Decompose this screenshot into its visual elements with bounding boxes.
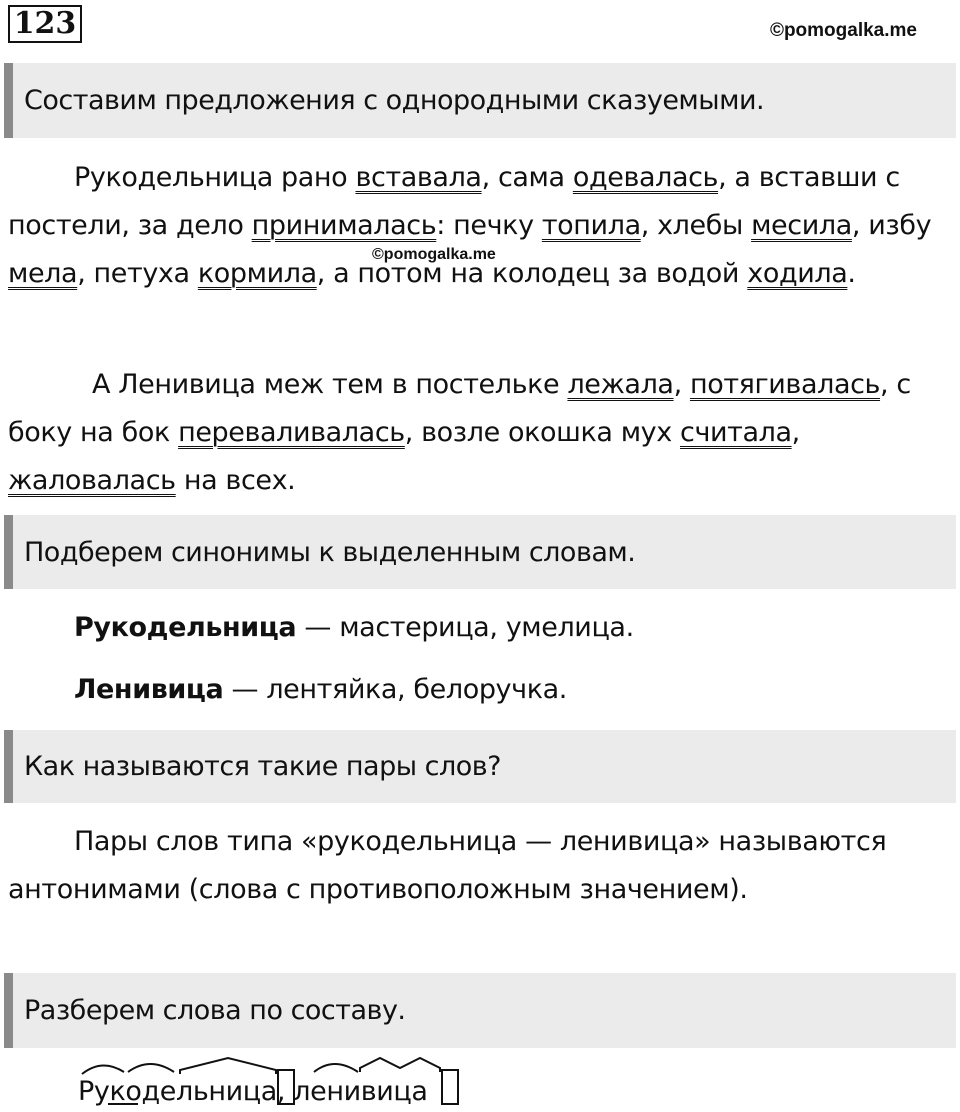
task3-answer: Пары слов типа «рукодельница — ленивица» называются антонимами (слова с противоположным значением). bbox=[8, 826, 887, 905]
suffix-mark bbox=[180, 1058, 276, 1074]
predicate-word: потягивалась bbox=[689, 369, 881, 400]
morph-ending: а bbox=[260, 1076, 277, 1107]
predicate-word: топила bbox=[541, 210, 641, 241]
text-segment: , хлебы bbox=[640, 210, 752, 241]
predicate-word: вставала bbox=[355, 162, 482, 193]
predicate-word: принималась bbox=[251, 210, 437, 241]
watermark: ©pomogalka.me bbox=[372, 246, 496, 263]
morph-word: ленивиц bbox=[293, 1076, 412, 1107]
synonym-row bbox=[74, 674, 567, 705]
morpheme-analysis bbox=[78, 1052, 498, 1112]
text-segment: . bbox=[847, 258, 856, 289]
svg-text:Рукодельница, ленивица bbox=[78, 1076, 428, 1107]
predicate-word: лежала bbox=[567, 369, 674, 400]
text-segment: , возле окошка мух bbox=[404, 417, 680, 448]
brand-label: ©pomogalka.me bbox=[769, 20, 917, 41]
ending-box bbox=[442, 1070, 458, 1104]
text-segment: , а вставши с постели, за дело bbox=[8, 162, 900, 241]
suffix-mark bbox=[360, 1058, 440, 1072]
predicate-word: одевалась bbox=[572, 162, 719, 193]
text-segment: А Ленивица меж тем в постельке bbox=[92, 369, 568, 400]
synonym-word: Рукодельница bbox=[74, 612, 297, 643]
task1-prompt: Составим предложения с однородными сказуемыми. bbox=[4, 63, 956, 138]
task3-prompt: Как называются такие пары слов? bbox=[4, 730, 956, 803]
root-arc bbox=[82, 1065, 124, 1074]
morph-separator: , bbox=[276, 1076, 294, 1107]
text-segment: , петуха bbox=[77, 258, 198, 289]
task2-prompt: Подберем синонимы к выделенным словам. bbox=[4, 515, 956, 589]
task1-paragraph-2 bbox=[8, 361, 948, 505]
predicate-word: месила bbox=[751, 210, 852, 241]
task4-prompt: Разберем слова по составу. bbox=[4, 973, 956, 1048]
text-segment: , а потом на колодец за водой bbox=[316, 258, 748, 289]
synonym-word: Ленивица bbox=[74, 674, 224, 705]
task1-paragraph-1 bbox=[8, 154, 948, 298]
predicate-word: мела bbox=[8, 258, 78, 289]
synonym-list: — мастерица, умелица. bbox=[296, 612, 634, 643]
text-segment: , bbox=[791, 417, 800, 448]
text-segment: , сама bbox=[481, 162, 573, 193]
predicate-word: переваливалась bbox=[178, 417, 405, 448]
text-segment: , с боку на бок bbox=[8, 369, 911, 448]
predicate-word: жаловалась bbox=[8, 465, 176, 496]
root-arc bbox=[128, 1064, 174, 1072]
morph-ending: а bbox=[411, 1076, 428, 1107]
text-segment: на всех. bbox=[175, 465, 296, 496]
morph-word: Рукодельниц bbox=[78, 1076, 261, 1107]
text-segment: , избу bbox=[851, 210, 932, 241]
text-segment: Рукодельница рано bbox=[74, 162, 356, 193]
synonym-list: — лентяйка, белоручка. bbox=[223, 674, 567, 705]
text-segment: : печку bbox=[436, 210, 542, 241]
exercise-number: 123 bbox=[8, 5, 82, 43]
predicate-word: кормила bbox=[197, 258, 317, 289]
predicate-word: считала bbox=[680, 417, 792, 448]
text-segment: , bbox=[673, 369, 690, 400]
synonym-row bbox=[74, 612, 634, 643]
root-arc bbox=[314, 1064, 358, 1072]
predicate-word: ходила bbox=[747, 258, 848, 289]
